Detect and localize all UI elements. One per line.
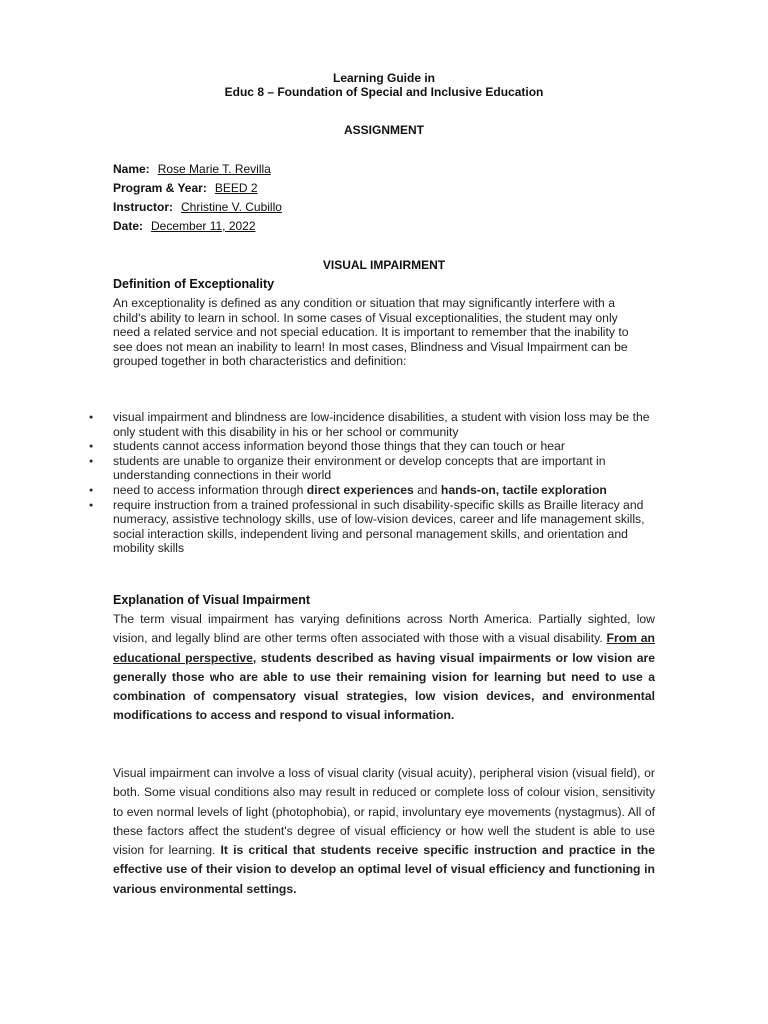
definition-paragraph: An exceptionality is defined as any condition or situation that may significantly interfere with a child's ability to learn in school. In some cases of Visual exceptionalities, the student may only need a related service and not special education. It is important to remember that the inability to see does not mean an inability to learn! In most cases, Blindness and Visual Impairment can be grouped together in both characteristics and definition: [113, 296, 629, 369]
characteristics-list [113, 410, 658, 556]
explanation-heading: Explanation of Visual Impairment [113, 593, 311, 607]
instructor-row [113, 200, 282, 214]
program-value: BEED 2 [214, 181, 258, 195]
guide-title: Learning Guide in [332, 71, 435, 85]
instructor-label: Instructor: [113, 200, 173, 214]
list-item: ● require instruction from a trained professional in such disability-specific skills as Braille literacy and numeracy, assistive technology skills, use of low-vision devices, career and life management skills, social interaction skills, independent living and personal management skills, and orientation and mobility skills [113, 498, 658, 556]
explanation-paragraph-1: The term visual impairment has varying definitions across North America. Partially sighted, low vision, and legally blind are other terms often associated with those with a visual disability. From an educational perspective, students described as having visual impairments or low vision are generally those who are able to use their remaining vision for learning but need to use a combination of compensatory visual strategies, low vision devices, and environmental modifications to access and respond to visual information. [113, 612, 655, 723]
list-item: ● visual impairment and blindness are low-incidence disabilities, a student with vision loss may be the only student with this disability in his or her school or community [113, 410, 658, 439]
name-label: Name: [113, 162, 150, 176]
assignment-heading: ASSIGNMENT [343, 123, 424, 137]
program-row [113, 181, 258, 195]
name-value: Rose Marie T. Revilla [157, 162, 271, 176]
date-label: Date: [113, 219, 144, 233]
list-item: ● students cannot access information beyond those things that they can touch or hear [113, 439, 658, 454]
definition-heading: Definition of Exceptionality [113, 277, 275, 291]
program-label: Program & Year: [113, 181, 207, 195]
explanation-paragraph-2: Visual impairment can involve a loss of visual clarity (visual acuity), peripheral vision (visual field), or both. Some visual conditions also may result in reduced or complete loss of colour vision, sensitivity to even normal levels of light (photophobia), or rapid, involuntary eye movements (nystagmus). All of these factors affect the student's degree of visual efficiency or how well the student is able to use vision for learning. It is critical that students receive specific instruction and practice in the effective use of their vision to develop an optimal level of visual efficiency and functioning in various environmental settings. [113, 766, 655, 896]
list-item: ● students are unable to organize their environment or develop concepts that are important in understanding connections in their world [113, 454, 658, 483]
instructor-value: Christine V. Cubillo [181, 200, 282, 214]
list-item: ● need to access information through direct experiences and hands-on, tactile exploration [113, 483, 658, 498]
date-row [113, 219, 256, 233]
name-row [113, 162, 271, 176]
course-title: Educ 8 – Foundation of Special and Inclusive Education [224, 85, 544, 99]
topic-title: VISUAL IMPAIRMENT [322, 258, 446, 272]
date-value: December 11, 2022 [151, 219, 256, 233]
